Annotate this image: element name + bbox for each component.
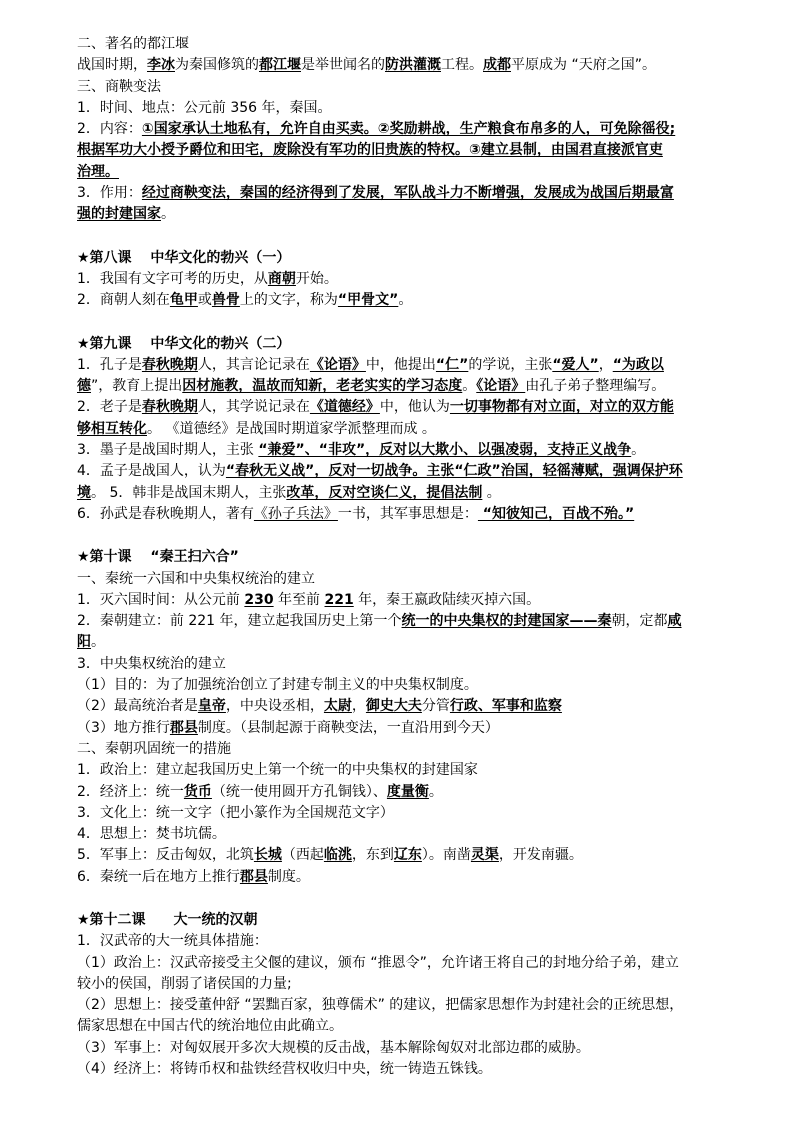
key-term: 一切事物都有对立面，对立的双方能 <box>449 399 674 416</box>
key-term: 经过商鞅变法，秦国的经济得到了发展，军队战斗力不断增强，发展成为战国后期最富 <box>141 185 674 202</box>
key-term: 咸 <box>667 613 682 630</box>
key-term: 灵渠 <box>470 847 499 864</box>
lesson-9-line <box>77 483 767 504</box>
text: ， <box>351 698 366 715</box>
text: （3）地方推行 <box>77 719 170 736</box>
lesson-10-line <box>77 590 767 611</box>
dujiangyan-line <box>77 55 767 76</box>
shangyang-item-3 <box>77 183 767 204</box>
key-term: 行政、军事和监察 <box>449 698 562 715</box>
lesson-8-item-1 <box>77 269 767 290</box>
section-heading-dujiangyan: 二、著名的都江堰 <box>77 36 189 52</box>
shangyang-item-1: 1．时间、地点：公元前 356 年，秦国。 <box>77 99 332 116</box>
text: 2．内容： <box>77 121 142 138</box>
text: 上的文字，称为 <box>239 292 338 309</box>
text: 。 <box>161 206 175 223</box>
text: 5．军事上：反击匈奴，北筑 <box>77 847 254 864</box>
lesson-12-line: 较小的侯国，削弱了诸侯国的力量; <box>77 975 292 992</box>
text: 3．作用： <box>77 185 142 202</box>
text: 人，其言论记录在 <box>197 356 310 373</box>
text: 平原成为 “天府之国”。 <box>511 57 656 74</box>
text: 年，秦王嬴政陆续灭掉六国。 <box>353 591 541 608</box>
key-term: 兽骨 <box>211 292 240 309</box>
lesson-9-line <box>77 504 767 525</box>
text: ，中央设丞相， <box>225 698 324 715</box>
lesson-12-line: （2）思想上：接受董仲舒 “罢黜百家，独尊儒术” 的建议，把儒家思想作为封建社会的正统思想， <box>77 997 684 1014</box>
text: ， <box>598 356 613 373</box>
lesson-10-line: （1）目的：为了加强统治创立了封建专制主义的中央集权制度。 <box>77 677 478 694</box>
text: 中，他提出 <box>365 356 436 373</box>
key-term: 强的封建国家 <box>77 206 161 223</box>
text: （2）最高统治者是 <box>77 698 198 715</box>
key-term: 《道德经》 <box>309 399 380 416</box>
key-term: “爱人” <box>552 356 599 373</box>
text: 1．孔子是 <box>77 356 142 373</box>
text: 朝，定都 <box>611 613 668 630</box>
shangyang-item-3-cont <box>77 204 767 225</box>
lesson-12-title: ★第十二课 大一统的汉朝 <box>77 911 258 928</box>
key-term: 临洮 <box>323 847 352 864</box>
text: 。 5．韩非是战国末期人，主张 <box>91 484 287 501</box>
lesson-12-line: （4）经济上：将铸币权和盐铁经营权收归中央，统一铸造五铢钱。 <box>77 1061 492 1078</box>
lesson-12-line: 1．汉武帝的大一统具体措施： <box>77 933 268 950</box>
key-term: “仁” <box>435 356 469 373</box>
key-term: “甲骨文” <box>337 292 399 309</box>
key-term: “春秋无义战”，反对一切战争。主张“仁政”治国，轻徭薄赋，强调保护环 <box>225 463 683 480</box>
shangyang-item-2 <box>77 119 767 140</box>
key-term: “知彼知己，百战不殆。” <box>477 505 635 522</box>
key-term: 都江堰 <box>259 57 301 74</box>
text: 由孔子弟子整理编写。 <box>525 378 666 395</box>
key-term: 太尉 <box>323 698 352 715</box>
text: ”，教育上提出 <box>91 378 183 395</box>
key-term: 李冰 <box>147 57 175 74</box>
key-term: 春秋晚期 <box>141 399 198 416</box>
key-term: 够相互转化 <box>77 420 147 437</box>
key-term: 御史大夫 <box>365 698 422 715</box>
shangyang-item-2-cont <box>77 140 767 161</box>
key-term: “为政以 <box>612 356 664 373</box>
lesson-10-line <box>77 632 767 653</box>
lesson-10-line: 3．中央集权统治的建立 <box>77 655 226 672</box>
lesson-10-line <box>77 867 767 888</box>
lesson-8-title: ★第八课 中华文化的勃兴（一） <box>77 249 291 266</box>
text: 制度。 <box>267 868 310 885</box>
key-term: 皇帝 <box>197 698 226 715</box>
key-term: 货币 <box>183 783 212 800</box>
lesson-9-line <box>77 376 767 397</box>
lesson-12-line: （1）政治上：汉武帝接受主父偃的建议，颁布 “推恩令”，允许诸王将自己的封地分给子弟，建立 <box>77 954 679 971</box>
key-term: 成都 <box>483 57 511 74</box>
text: 一书，其军事思想是： <box>337 505 478 522</box>
key-term: “兼爱”、“非攻”，反对以大欺小、以强凌弱，支持正义战争 <box>258 442 632 459</box>
key-term: ①国家承认土地私有，允许自由买卖。②奖励耕战，生产粮食布帛多的人，可免除徭役; <box>141 121 676 138</box>
key-term: 境 <box>77 484 91 501</box>
key-term: 辽东 <box>393 847 422 864</box>
text: 开始。 <box>295 270 338 287</box>
lesson-9-line <box>77 397 767 418</box>
key-term: 230 <box>244 591 274 608</box>
lesson-10-title: ★第十课 “秦王扫六合” <box>77 549 239 566</box>
lesson-10-line <box>77 611 767 632</box>
lesson-9-title: ★第九课 中华文化的勃兴（二） <box>77 335 291 352</box>
key-term: 度量衡 <box>386 783 429 800</box>
text: 。 《道德经》是战国时期道家学派整理而成 。 <box>147 420 436 437</box>
text: ）。南凿 <box>421 847 471 864</box>
text: 战国时期， <box>77 57 147 74</box>
key-term: 春秋晚期 <box>141 356 198 373</box>
text: 。 <box>398 292 413 309</box>
document-page <box>77 34 767 1080</box>
text: 4．孟子是战国人，认为 <box>77 463 226 480</box>
text: 人，其学说记录在 <box>197 399 310 416</box>
text: （西起 <box>281 847 324 864</box>
lesson-10-line: 3．文化上：统一文字（把小篆作为全国规范文字） <box>77 804 394 821</box>
text: 1．我国有文字可考的历史，从 <box>77 270 268 287</box>
lesson-10-section-1: 一、秦统一六国和中央集权统治的建立 <box>77 570 315 587</box>
section-heading-shangyang: 三、商鞅变法 <box>77 78 161 95</box>
text: ，东到 <box>351 847 394 864</box>
key-term: 商朝 <box>267 270 296 287</box>
key-term: 龟甲 <box>169 292 198 309</box>
text: 2．老子是 <box>77 399 142 416</box>
key-term: 《论语》 <box>309 356 366 373</box>
lesson-10-line <box>77 845 767 866</box>
key-term: 郡县 <box>169 719 198 736</box>
text: 分管 <box>421 698 450 715</box>
lesson-9-line <box>77 419 767 440</box>
lesson-10-line: 1．政治上：建立起我国历史上第一个统一的中央集权的封建国家 <box>77 762 478 779</box>
key-term: 阳 <box>77 634 91 651</box>
key-term: 221 <box>324 591 354 608</box>
text: 6．孙武是春秋晚期人，著有 <box>77 505 254 522</box>
text: 制度。（县制起源于商鞅变法，一直沿用到今天） <box>197 719 499 736</box>
text: 。 <box>91 634 105 651</box>
text: 2．商朝人刻在 <box>77 292 170 309</box>
text: 。 <box>428 783 443 800</box>
text: 是举世闻名的 <box>301 57 385 74</box>
key-term: 因材施教，温故而知新，老老实实的学习态度 <box>182 378 463 395</box>
text: 2．秦朝建立：前 221 年，建立起我国历史上第一个 <box>77 613 402 630</box>
lesson-10-line: 4．思想上：焚书坑儒。 <box>77 826 226 843</box>
text: 6．秦统一后在地方上推行 <box>77 868 240 885</box>
key-term: 《论语》 <box>476 378 526 395</box>
text: 年至前 <box>273 591 325 608</box>
key-term: 治理。 <box>77 163 119 180</box>
text: 中，他认为 <box>379 399 450 416</box>
text: 。 <box>631 442 646 459</box>
lesson-8-item-2 <box>77 290 767 311</box>
text: 工程。 <box>441 57 483 74</box>
lesson-10-line <box>77 718 767 739</box>
lesson-10-section-2: 二、秦朝巩固统一的措施 <box>77 740 231 757</box>
lesson-9-line <box>77 355 767 376</box>
text: 3．墨子是战国时期人，主张 <box>77 442 259 459</box>
key-term: 防洪灌溉 <box>385 57 441 74</box>
lesson-12-line: 儒家思想在中国古代的统治地位由此确立。 <box>77 1018 343 1035</box>
lesson-9-line <box>77 440 767 461</box>
key-term: 长城 <box>253 847 282 864</box>
lesson-9-line <box>77 461 767 482</box>
text: 或 <box>197 292 212 309</box>
lesson-12-line: （3）军事上：对匈奴展开多次大规模的反击战，基本解除匈奴对北部边郡的威胁。 <box>77 1039 590 1056</box>
key-term: 德 <box>77 378 91 395</box>
key-term: 改革，反对空谈仁义，提倡法制 <box>286 484 483 501</box>
text: 。 <box>482 484 501 501</box>
key-term: 统一的中央集权的封建国家——秦 <box>401 613 612 630</box>
text: 。 <box>462 378 477 395</box>
lesson-10-line <box>77 782 767 803</box>
text: 1．灭六国时间：从公元前 <box>77 591 245 608</box>
key-term: 根据军功大小授予爵位和田宅，废除没有军功的旧贵族的特权。③建立县制，由国君直接派官吏 <box>77 142 663 159</box>
lesson-10-line <box>77 696 767 717</box>
text: 为秦国修筑的 <box>175 57 259 74</box>
shangyang-item-2-cont <box>77 162 767 183</box>
text: ，开发南疆。 <box>498 847 583 864</box>
text: 2．经济上：统一 <box>77 783 184 800</box>
text: （统一使用圆开方孔铜钱）、 <box>211 783 387 800</box>
key-term: 《孙子兵法》 <box>253 505 338 522</box>
key-term: 郡县 <box>239 868 268 885</box>
text: 的学说，主张 <box>468 356 553 373</box>
